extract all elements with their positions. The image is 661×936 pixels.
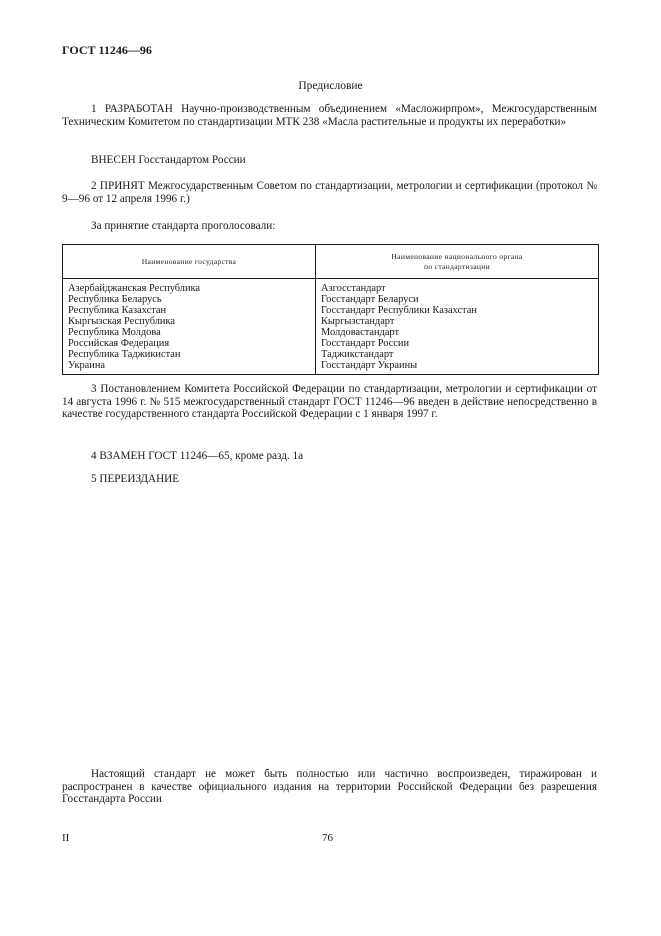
body-item: Госстандарт Республики Казахстан — [321, 305, 477, 316]
paragraph-voted-intro: За принятие стандарта проголосовали: — [91, 220, 276, 232]
header-state-label: Наименование государства — [141, 256, 237, 266]
paragraph-copyright: Настоящий стандарт не может быть полностью или частично воспроизведен, тиражирован и распространен в качестве официального издания на территории Российской Федерации без разрешения Госстандарта России — [62, 768, 597, 806]
page-number: 76 — [322, 832, 333, 844]
state-item: Республика Казахстан — [68, 305, 167, 316]
state-item: Республика Таджикистан — [68, 349, 181, 360]
paragraph-developed: 1 РАЗРАБОТАН Научно-производственным объединением «Масложирпром», Межгосударственным Техническим Комитетом по стандартизации МТК 238 «Масла растительные и продукты их переработки» — [62, 103, 597, 128]
table-row — [63, 279, 599, 375]
paragraph-resolution: 3 Постановлением Комитета Российской Федерации по стандартизации, метрологии и сертификации от 14 августа 1996 г. № 515 межгосударственный стандарт ГОСТ 11246—96 введен в действие непосредственно в качестве государственного стандарта Российской Федерации с 1 января 1997 г. — [62, 383, 597, 421]
paragraph-introduced: ВНЕСЕН Госстандартом России — [91, 154, 246, 166]
document-header: ГОСТ 11246—96 — [62, 43, 152, 57]
states-cell — [63, 279, 316, 375]
header-state — [63, 245, 316, 279]
body-item: Молдовастандарт — [321, 327, 400, 338]
state-item: Азербайджанская Республика — [68, 283, 201, 294]
section-title: Предисловие — [298, 80, 363, 92]
body-item: Госстандарт Украины — [321, 360, 418, 371]
header-body-line2: по стандартизации — [424, 261, 490, 271]
paragraph-adopted: 2 ПРИНЯТ Межгосударственным Советом по стандартизации, метрологии и сертификации (протокол № 9—96 от 12 апреля 1996 г.) — [62, 180, 597, 205]
state-item: Республика Молдова — [68, 327, 161, 338]
body-item: Госстандарт Беларуси — [321, 294, 419, 305]
state-item: Российская Федерация — [68, 338, 170, 349]
body-item: Азгосстандарт — [321, 283, 386, 294]
state-item: Республика Беларусь — [68, 294, 162, 305]
body-item: Кыргызстандарт — [321, 316, 395, 327]
paragraph-replaces: 4 ВЗАМЕН ГОСТ 11246—65, кроме разд. 1а — [91, 450, 304, 462]
table-header-row — [63, 245, 599, 279]
body-item: Таджикстандарт — [321, 349, 394, 360]
state-item: Кыргызская Республика — [68, 316, 175, 327]
state-item: Украина — [68, 360, 106, 371]
voting-table — [62, 244, 599, 375]
body-item: Госстандарт России — [321, 338, 410, 349]
page-roman-number: II — [62, 832, 70, 844]
bodies-cell — [316, 279, 599, 375]
paragraph-reissue: 5 ПЕРЕИЗДАНИЕ — [91, 473, 180, 485]
header-body — [316, 245, 599, 279]
header-body-line1: Наименование национального органа — [391, 251, 523, 261]
